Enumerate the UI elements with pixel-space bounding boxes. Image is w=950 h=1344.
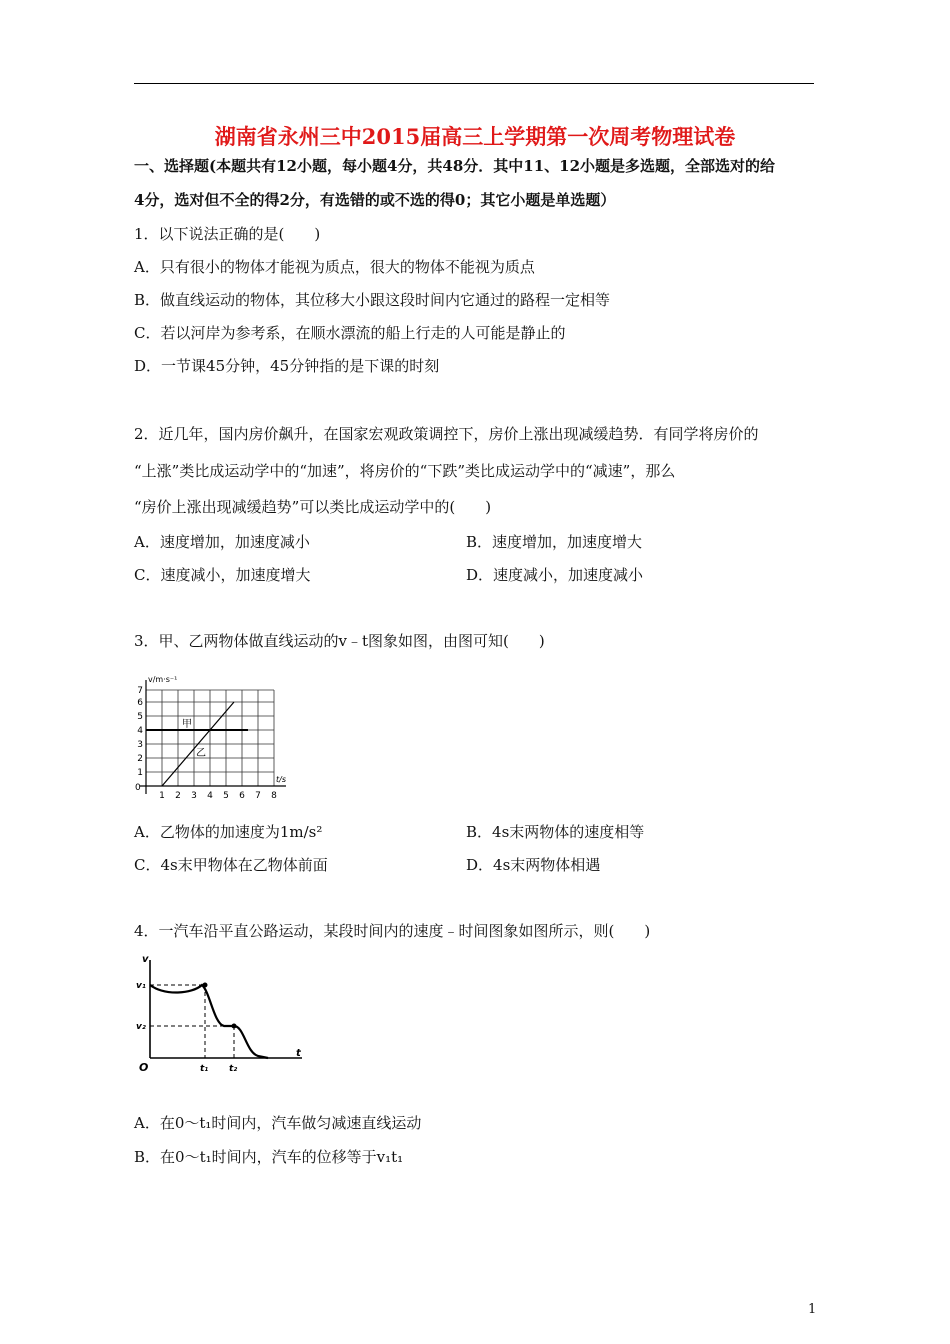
header-rule [134, 83, 814, 84]
q3-xtick: 1 [159, 791, 165, 801]
page-title: 湖南省永州三中2015届高三上学期第一次周考物理试卷 [214, 124, 736, 149]
q3-option-a: A．乙物体的加速度为1m/s² [134, 823, 323, 841]
q3-xlabel: t/s [276, 775, 286, 784]
q3-xtick: 4 [207, 791, 213, 801]
q3-series-jia-label: 甲 [182, 719, 192, 730]
q3-series-yi-label: 乙 [196, 748, 206, 759]
q3-ytick: 6 [137, 698, 143, 708]
q1-stem: 1．以下说法正确的是( ) [134, 225, 321, 243]
q3-option-d: D．4s末两物体相遇 [466, 856, 601, 874]
q4-option-b: B．在0～t₁时间内，汽车的位移等于v₁t₁ [134, 1148, 404, 1166]
q2-option-b: B．速度增加，加速度增大 [466, 533, 643, 551]
q4-t1-label: t₁ [200, 1064, 209, 1074]
q1-option-b: B．做直线运动的物体，其位移大小跟这段时间内它通过的路程一定相等 [134, 291, 611, 309]
q4-stem: 4．一汽车沿平直公路运动，某段时间内的速度﹣时间图象如图所示，则( ) [134, 922, 651, 940]
q3-ylabel: v/m·s⁻¹ [148, 675, 178, 684]
q3-ytick: 3 [137, 740, 143, 750]
q2-stem-line3: “房价上涨出现减缓趋势”可以类比成运动学中的( ) [134, 498, 492, 516]
q3-xtick: 8 [271, 791, 277, 801]
q4-v1-label: v₁ [136, 981, 146, 991]
q2-option-d: D．速度减小，加速度减小 [466, 566, 644, 584]
q3-origin: 0 [135, 783, 141, 793]
q1-option-c: C．若以河岸为参考系，在顺水漂流的船上行走的人可能是静止的 [134, 324, 566, 342]
q1-option-a: A．只有很小的物体才能视为质点，很大的物体不能视为质点 [134, 258, 535, 276]
q1-option-d: D．一节课45分钟，45分钟指的是下课的时刻 [134, 357, 440, 375]
q3-option-c: C．4s末甲物体在乙物体前面 [134, 856, 328, 874]
q4-vt-graph [130, 952, 310, 1074]
q3-xtick: 3 [191, 791, 197, 801]
q2-option-a: A．速度增加，加速度减小 [134, 533, 310, 551]
q3-stem: 3．甲、乙两物体做直线运动的v﹣t图象如图，由图可知( ) [134, 632, 545, 650]
q4-option-a: A．在0～t₁时间内，汽车做匀减速直线运动 [134, 1114, 422, 1132]
q4-velocity-curve [150, 985, 268, 1058]
q4-xlabel: t [296, 1048, 301, 1059]
q3-option-b: B．4s末两物体的速度相等 [466, 823, 645, 841]
q2-stem-line2: “上涨”类比成运动学中的“加速”，将房价的“下跌”类比成运动学中的“减速”，那么 [134, 462, 676, 480]
q3-ytick: 7 [137, 686, 143, 696]
q3-vt-graph [130, 672, 295, 804]
q4-ylabel: v [142, 954, 149, 965]
page-number: 1 [808, 1302, 817, 1317]
q2-stem-line1: 2．近几年，国内房价飙升，在国家宏观政策调控下，房价上涨出现减缓趋势．有同学将房价的 [134, 425, 759, 443]
q4-origin: O [139, 1061, 149, 1074]
q3-ytick: 4 [137, 726, 143, 736]
q4-t2-label: t₂ [229, 1064, 238, 1074]
q3-xtick: 6 [239, 791, 245, 801]
q2-option-c: C．速度减小，加速度增大 [134, 566, 311, 584]
q3-ytick: 1 [137, 768, 143, 778]
q4-v2-label: v₂ [136, 1022, 146, 1032]
q3-xtick: 2 [175, 791, 181, 801]
section-heading-line1: 一、选择题(本题共有12小题，每小题4分，共48分．其中11、12小题是多选题，全部选对的给 [134, 157, 776, 175]
q3-xtick: 7 [255, 791, 261, 801]
q3-ytick: 2 [137, 754, 143, 764]
q3-ytick: 5 [137, 712, 143, 722]
section-heading-line2: 4分，选对但不全的得2分，有选错的或不选的得0；其它小题是单选题） [134, 191, 616, 209]
q3-xtick: 5 [223, 791, 229, 801]
